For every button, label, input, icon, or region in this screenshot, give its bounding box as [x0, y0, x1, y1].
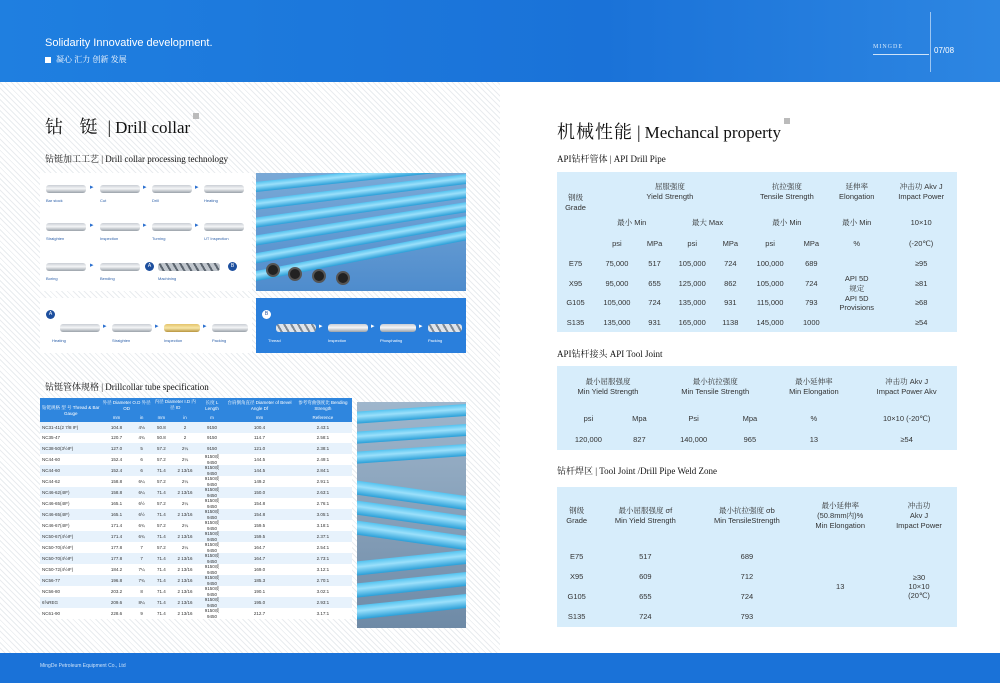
arrow-icon: ▸	[195, 184, 199, 191]
table-row: E75 517 689 13 ≥30 10×10 (20℃)	[570, 551, 930, 600]
drill-collar-spec-table: 钻铤规格 型 号 Thread & Bar Gauge 外径 Diameter O.D 外径 OD 内径 Diameter I.D 内径 ID 长度 L Length 台肩倒角直径 Diameter of Bevel Angle Df 参考弯曲强度比 Bending Strength mm in mm in m mm Reference NC31-41(2 7/8 IF) 104.8 4⅛ 50.8 2 9150 100.4 2.43:1 NC35-47 120.7 4¾ 50.8 2 9150 114.7 2.58:1 NC38-50(3½IF) 127.0 5 57.2 2¼ 9150 121.0 2.38:1 NC44-60 152.4 6 57.2 2¼ 9150或9450 144.5 2.49:1 NC44-60 152.4 6 71.4 2 13/16 9150或9450 144.5 2.84:1 NC44-62 158.8 6¼ 57.2 2¼ 9150或9450 149.2 2.91:1 NC46-62(4IF) 158.8 6¼ 71.4 2 13/16 9150或9450 150.0 2.63:1 NC46-65(4IF) 165.1 6½ 57.2 2¼ 9150或9450 154.8 2.76:1 NC46-65(4IF) 165.1 6½ 71.4 2 13/16 9150或9450 154.8 3.05:1 NC46-67(4IF) 171.4 6¾ 57.2 2¼ 9150或9450 159.5 3.18:1 NC50-67(4½IF) 171.4 6¾ 71.4 2 13/16 9150或9450 159.5 2.37:1 NC50-70(4½IF) 177.8 7 57.2 2¼ 9150或9450 164.7 2.54:1 NC50-70(4½IF) 177.8 7 71.4 2 13/16 9150或9450 164.7 2.73:1 NC50-72(4½IF) 184.2 7¼ 71.4 2 13/16 9150或9450 169.0 3.12:1 NC56-77 196.8 7¾ 71.4 2 13/16 9150或9450 185.3 2.70:1 NC56-80 203.2 8 71.4 2 13/16 9150或9450 190.1 3.02:1 6⅝REG 209.6 8¼ 71.4 2 13/16 9150或9450 195.0 2.93:1 NC61-90 228.6 9 71.4 2 13/16 9150或9450 212.7 3.17:1	[40, 398, 352, 619]
step-b-marker-icon: B	[262, 310, 271, 319]
table-row: 6⅝REG 209.6 8¼ 71.4 2 13/16 9150或9450 195.0 2.93:1	[40, 597, 352, 608]
table-row: G105 655 724	[567, 592, 754, 602]
logo-underline	[873, 54, 929, 55]
table-row: X95 95,000 655 125,000 862 105,000 724 ≥81	[568, 278, 928, 288]
page-number: 07/08	[934, 46, 955, 55]
api-tool-joint-table: 最小屈服强度 Min Yield Strength 最小抗拉强度 Min Tensile Strength 最小延伸率 Min Elongation 冲击功 Akv J Impact Power Akv psi Mpa Psi Mpa % 10×10 (-20℃) 120,000 827 140,000 965 13 ≥54	[557, 366, 957, 450]
col-header: 外径 Diameter O.D 外径 OD	[102, 399, 151, 411]
col-header: 参考弯曲强度比 Bending Strength	[294, 398, 352, 412]
pipe-stack-photo	[357, 402, 466, 628]
process-diagram-c	[256, 298, 466, 353]
table-row: 120,000 827 140,000 965 13 ≥54	[574, 435, 913, 444]
step-label: Drill	[152, 198, 159, 203]
t2-heading: API钻杆接头 API Tool Joint	[557, 349, 663, 359]
step-label: Inspection	[164, 338, 183, 343]
spec-heading: 钻铤管体规格 | Drillcollar tube specification	[45, 382, 209, 392]
step-label: Turning	[152, 236, 166, 241]
table-row: NC46-65(4IF) 165.1 6½ 57.2 2¼ 9150或9450 154.8 2.76:1	[40, 498, 352, 509]
title-dot-icon	[193, 113, 199, 119]
arrow-icon: ▸	[371, 323, 375, 330]
api-drill-pipe-table: 钢级 Grade 屈服强度 Yield Strength 抗拉强度 Tensile Strength 延伸率 Elongation 冲击功 Akv J Impact Power 最小 Min 最大 Max 最小 Min 最小 Min 10×10 psi MPa psi MPa psi MPa % (-20℃) E75 75,000 517 105,000 724 100,000 689 API 5D 规定 API 5D Provisions ≥95 X95 95,000 655 125,000 862 105,000 724 ≥81 G105 105,000 724 135,000 931 115,000 793 ≥68 S135 135,000 931 165,000 1138 145,000 1000 ≥54	[557, 172, 957, 332]
left-title: 钻 铤 | Drill collar	[45, 113, 199, 139]
table-row: NC56-80 203.2 8 71.4 2 13/16 9150或9450 190.1 3.02:1	[40, 586, 352, 597]
col-header: 长度 L Length	[199, 398, 225, 412]
step-a-marker-icon: A	[46, 310, 55, 319]
header-divider	[930, 12, 931, 72]
arrow-icon: ▸	[155, 323, 159, 330]
step-label: UT Inspection	[204, 236, 229, 241]
table-row: NC44-60 152.4 6 71.4 2 13/16 9150或9450 144.5 2.84:1	[40, 465, 352, 476]
table-row: NC61-90 228.6 9 71.4 2 13/16 9150或9450 212.7 3.17:1	[40, 608, 352, 619]
process-diagram-a	[40, 173, 252, 291]
table-row: E75 75,000 517 105,000 724 100,000 689 API 5D 规定 API 5D Provisions ≥95	[568, 259, 928, 312]
step-label: Bending	[100, 276, 115, 281]
arrow-icon: ▸	[195, 222, 199, 229]
step-label: Heating	[204, 198, 218, 203]
step-label: Straighten	[112, 338, 131, 343]
col-header: 台肩倒角直径 Diameter of Bevel Angle Df	[225, 398, 294, 412]
col-header: 钻铤规格 型 号 Thread & Bar Gauge	[40, 398, 102, 422]
arrow-icon: ▸	[143, 222, 147, 229]
arrow-icon: ▸	[90, 184, 94, 191]
table-row: NC50-70(4½IF) 177.8 7 57.2 2¼ 9150或9450 164.7 2.54:1	[40, 542, 352, 553]
step-label: Phosphating	[380, 338, 403, 343]
step-label: Inspection	[100, 236, 119, 241]
step-label: Straighten	[46, 236, 65, 241]
step-label: Bar stock	[46, 198, 63, 203]
col-header: 内径 Diameter I.D 内径 ID	[152, 398, 199, 412]
arrow-icon: ▸	[419, 323, 423, 330]
footer-bar	[0, 653, 1000, 683]
table-row: NC31-41(2 7/8 IF) 104.8 4⅛ 50.8 2 9150 100.4 2.43:1	[40, 422, 352, 433]
arrow-icon: ▸	[143, 184, 147, 191]
table-row: NC50-70(4½IF) 177.8 7 71.4 2 13/16 9150或9450 164.7 2.73:1	[40, 553, 352, 564]
brand-logo: MINGDE	[873, 44, 903, 50]
step-a-marker-icon: A	[145, 262, 154, 271]
weld-zone-table: 钢级 Grade 最小屈服强度 σf Min Yield Strength 最小抗拉强度 σb Min TensileStrength 最小延伸率 (50.8mm内)% Min Elongation 冲击功 Akv J Impact Power E75 517 689 13 ≥30 10×10 (20℃) X95 609 712 G105 655 724 S135 724 793	[557, 487, 957, 627]
arrow-icon: ▸	[103, 323, 107, 330]
square-icon	[45, 57, 51, 63]
table-row: NC35-47 120.7 4¾ 50.8 2 9150 114.7 2.58:1	[40, 433, 352, 444]
table-row: X95 609 712	[570, 571, 754, 581]
footer-text: MingDe Petroleum Equipment Co., Ltd	[40, 663, 126, 669]
step-label: Boring	[46, 276, 58, 281]
table-row: G105 105,000 724 135,000 931 115,000 793 ≥68	[566, 298, 928, 308]
table-row: NC46-65(4IF) 165.1 6½ 71.4 2 13/16 9150或9450 154.8 3.05:1	[40, 509, 352, 520]
header-subtitle: 凝心 汇力 创新 发展	[45, 54, 127, 65]
process-diagram-b	[40, 298, 252, 353]
arrow-icon: ▸	[90, 222, 94, 229]
step-label: Machining	[158, 276, 177, 281]
arrow-icon: ▸	[203, 323, 207, 330]
step-label: Packing	[428, 338, 443, 343]
title-dot-icon	[784, 118, 790, 124]
drill-collar-photo	[256, 173, 466, 291]
header-slogan: Solidarity Innovative development.	[45, 37, 213, 49]
table-row: S135 724 793	[567, 612, 754, 622]
arrow-icon: ▸	[90, 262, 94, 269]
step-label: Heating	[52, 338, 66, 343]
table-row: NC56-77 196.8 7¾ 71.4 2 13/16 9150或9450 185.3 2.70:1	[40, 575, 352, 586]
table-row: NC44-60 152.4 6 57.2 2¼ 9150或9450 144.5 2.49:1	[40, 454, 352, 465]
table-row: NC46-67(4IF) 171.4 6¾ 57.2 2¼ 9150或9450 159.5 3.18:1	[40, 520, 352, 531]
arrow-icon: ▸	[319, 323, 323, 330]
table-row: NC50-72(4½IF) 184.2 7¼ 71.4 2 13/16 9150或9450 169.0 3.12:1	[40, 564, 352, 575]
step-label: Packing	[212, 338, 227, 343]
header-bar	[0, 0, 1000, 82]
table-row: NC46-62(4IF) 158.8 6¼ 71.4 2 13/16 9150或9450 150.0 2.63:1	[40, 487, 352, 498]
step-label: Inspection	[328, 338, 347, 343]
step-label: Thread	[268, 338, 281, 343]
t1-heading: API钻杆管体 | API Drill Pipe	[557, 154, 666, 164]
table-row: S135 135,000 931 165,000 1138 145,000 1000 ≥54	[566, 317, 928, 327]
step-b-marker-icon: B	[228, 262, 237, 271]
table-row: NC44-62 158.8 6¼ 57.2 2¼ 9150或9450 149.2 2.91:1	[40, 476, 352, 487]
process-heading: 钻铤加工工艺 | Drill collar processing technology	[45, 154, 229, 164]
t3-heading: 钻杆焊区 | Tool Joint /Drill Pipe Weld Zone	[557, 466, 718, 476]
step-label: Cut	[100, 198, 107, 203]
right-title: 机械性能 | Mechancal property	[557, 118, 790, 144]
table-row: NC50-67(4½IF) 171.4 6¾ 71.4 2 13/16 9150或9450 159.5 2.37:1	[40, 531, 352, 542]
table-row: NC38-50(3½IF) 127.0 5 57.2 2¼ 9150 121.0 2.38:1	[40, 443, 352, 454]
